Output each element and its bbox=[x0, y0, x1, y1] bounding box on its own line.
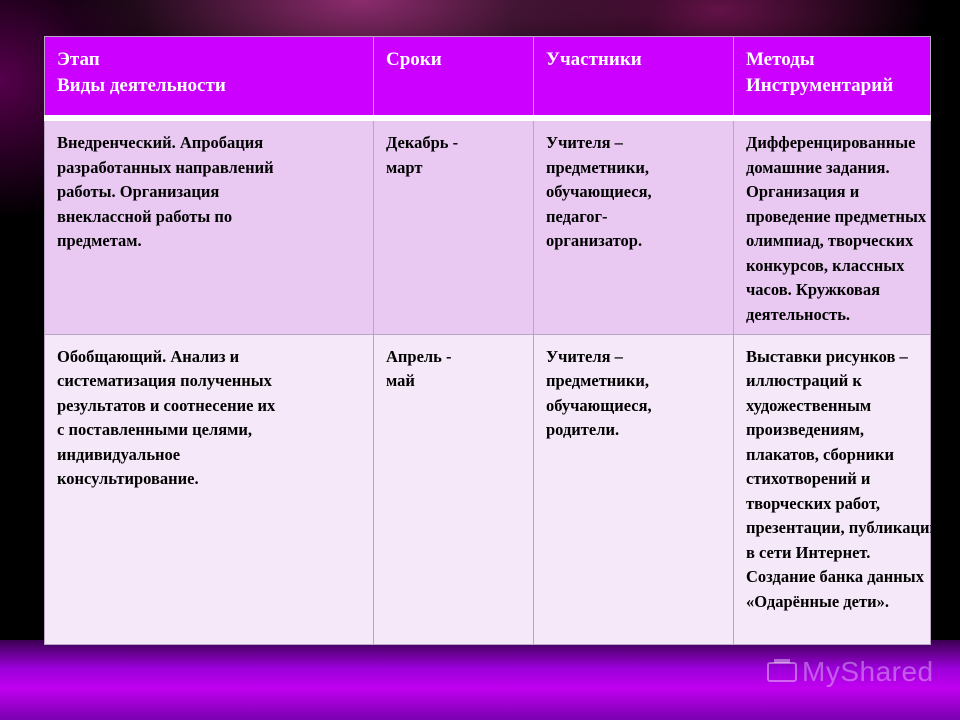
cell-terms: Декабрь - март bbox=[374, 118, 534, 334]
watermark-text: MyShared bbox=[802, 656, 934, 687]
table-row bbox=[45, 334, 931, 644]
cell-terms: Апрель - май bbox=[374, 334, 534, 644]
cell-methods: Выставки рисунков – иллюстраций к художественным произведениям, плакатов, сборники стихотворений и творческих работ, презентации, публикации в сети Интернет. Создание банка данных «Одарённые дети». bbox=[734, 334, 931, 644]
header-cell-methods: Методы Инструментарий bbox=[734, 37, 931, 119]
cell-participants: Учителя – предметники, обучающиеся, родители. bbox=[534, 334, 734, 644]
cell-methods: Дифференцированные домашние задания. Организация и проведение предметных олимпиад, творческих конкурсов, классных часов. Кружковая деятельность. bbox=[734, 118, 931, 334]
header-cell-participants: Участники bbox=[534, 37, 734, 119]
header-cell-stage: Этап Виды деятельности bbox=[45, 37, 374, 119]
table-header-row bbox=[45, 37, 931, 119]
cell-participants: Учителя – предметники, обучающиеся, педагог- организатор. bbox=[534, 118, 734, 334]
plan-table bbox=[44, 36, 939, 645]
table-row bbox=[45, 118, 931, 334]
header-cell-terms: Сроки bbox=[374, 37, 534, 119]
cell-stage: Обобщающий. Анализ и систематизация полученных результатов и соотнесение их с поставленными целями, индивидуальное консультирование. bbox=[45, 334, 374, 644]
cell-stage: Внедренческий. Апробация разработанных направлений работы. Организация внеклассной работы по предметам. bbox=[45, 118, 374, 334]
watermark-logo bbox=[766, 656, 934, 688]
projector-icon bbox=[766, 657, 798, 685]
